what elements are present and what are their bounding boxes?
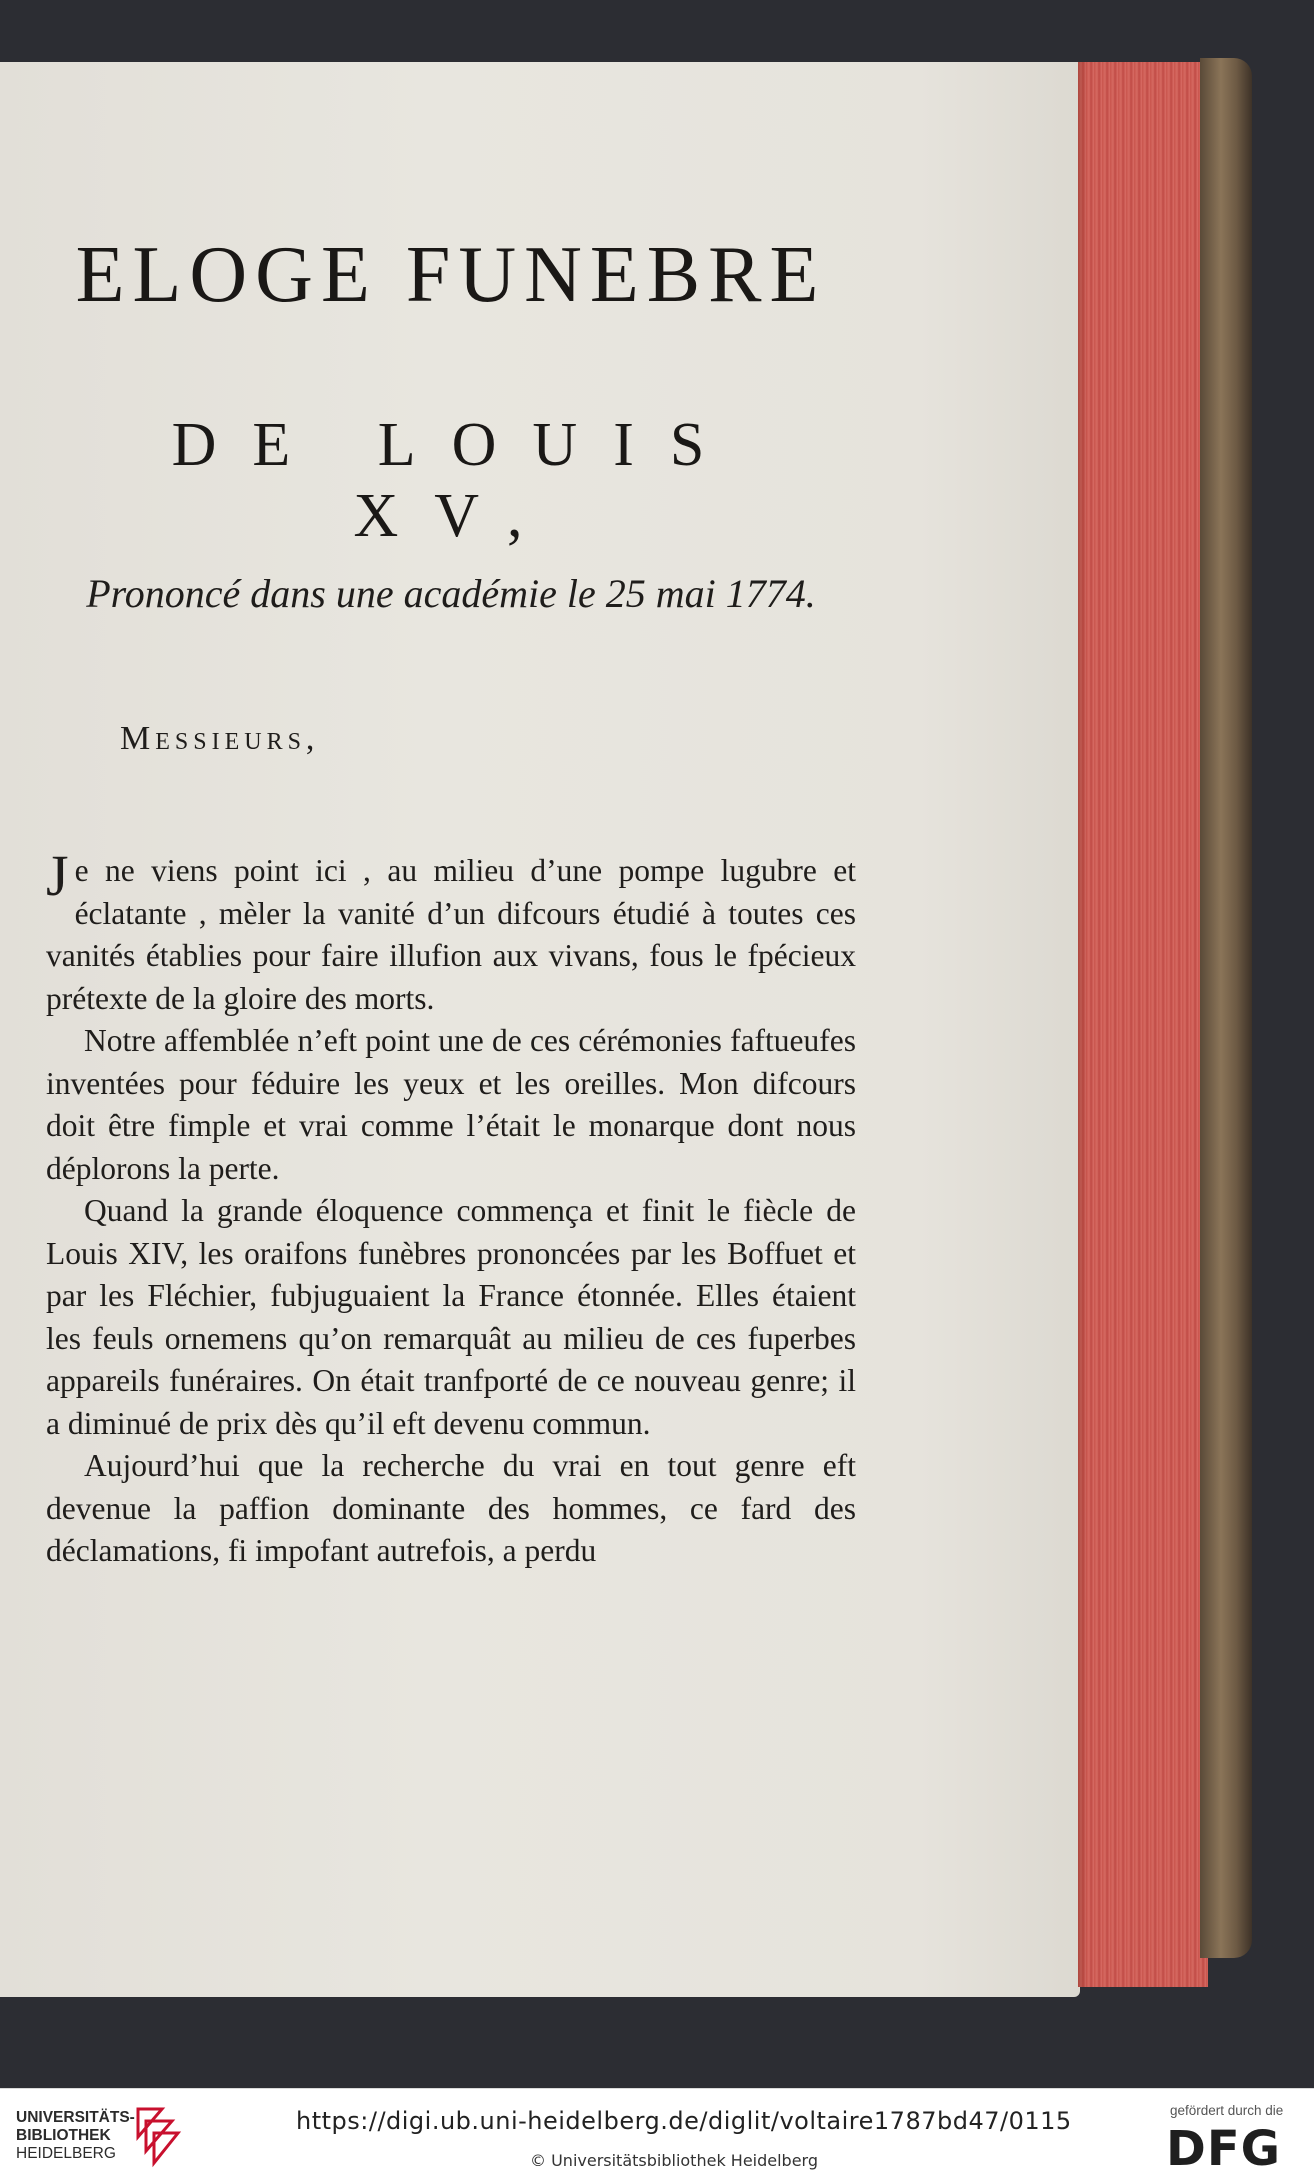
salutation: Messieurs,	[120, 720, 320, 757]
library-name-line-2: BIBLIOTHEK	[16, 2127, 111, 2144]
page-edge-red	[1078, 62, 1208, 1987]
title-line-2: DE LOUIS XV,	[171, 411, 741, 550]
viewer-footer	[0, 2088, 1314, 2183]
library-logo-text[interactable]	[16, 2109, 135, 2163]
copyright-notice: © Universitätsbibliothek Heidelberg	[530, 2151, 819, 2170]
title-line-1: ELOGE FUNEBRE	[75, 231, 827, 319]
paragraph-1-text: e ne viens point ici , au milieu d’une pompe lugubre et éclatante , mèler la vanité d’un difcours étudié à toutes ces vanités établies pour faire illufion aux vivans, fous le fpécieux prétexte de la gloire des morts.	[46, 853, 856, 1016]
funded-by-label: gefördert durch die	[1170, 2103, 1284, 2118]
body-text	[46, 843, 856, 1573]
library-name-line-3: HEIDELBERG	[16, 2145, 116, 2162]
page-url-link[interactable]: https://digi.ub.uni-heidelberg.de/diglit/voltaire1787bd47/0115	[296, 2107, 1072, 2135]
drop-cap: J	[46, 843, 69, 908]
paragraph-3: Quand la grande éloquence commença et finit le fiècle de Louis XIV, les oraifons funèbres prononcées par les Boffuet et par les Fléchier, fubjuguaient la France étonnée. Elles étaient les feuls ornemens qu’on remarquât au milieu de ces fuperbes appareils funéraires. On était tranfporté de ce nouveau genre; il a diminué de prix dès qu’il eft devenu commun.	[46, 1193, 856, 1441]
paragraph-4: Aujourd’hui que la recherche du vrai en tout genre eft devenue la paffion dominante des hommes, ce fard des déclamations, fi impofant autrefois, a perdu	[46, 1448, 856, 1568]
dfg-logo[interactable]: DFG	[1166, 2121, 1282, 2177]
library-logo-icon[interactable]	[132, 2103, 182, 2169]
paragraph-2: Notre affemblée n’eft point une de ces cérémonies faftueufes inventées pour féduire les yeux et les oreilles. Mon difcours doit être fimple et vrai comme l’était le monarque dont nous déplorons la perte.	[46, 1023, 856, 1186]
paragraph-1	[46, 843, 856, 1020]
library-name-line-1: UNIVERSITÄTS-	[16, 2109, 135, 2126]
subtitle: Prononcé dans une académie le 25 mai 1774.	[86, 571, 816, 616]
page-edge-shadow	[1078, 62, 1088, 1987]
book-binding	[1200, 58, 1252, 1958]
